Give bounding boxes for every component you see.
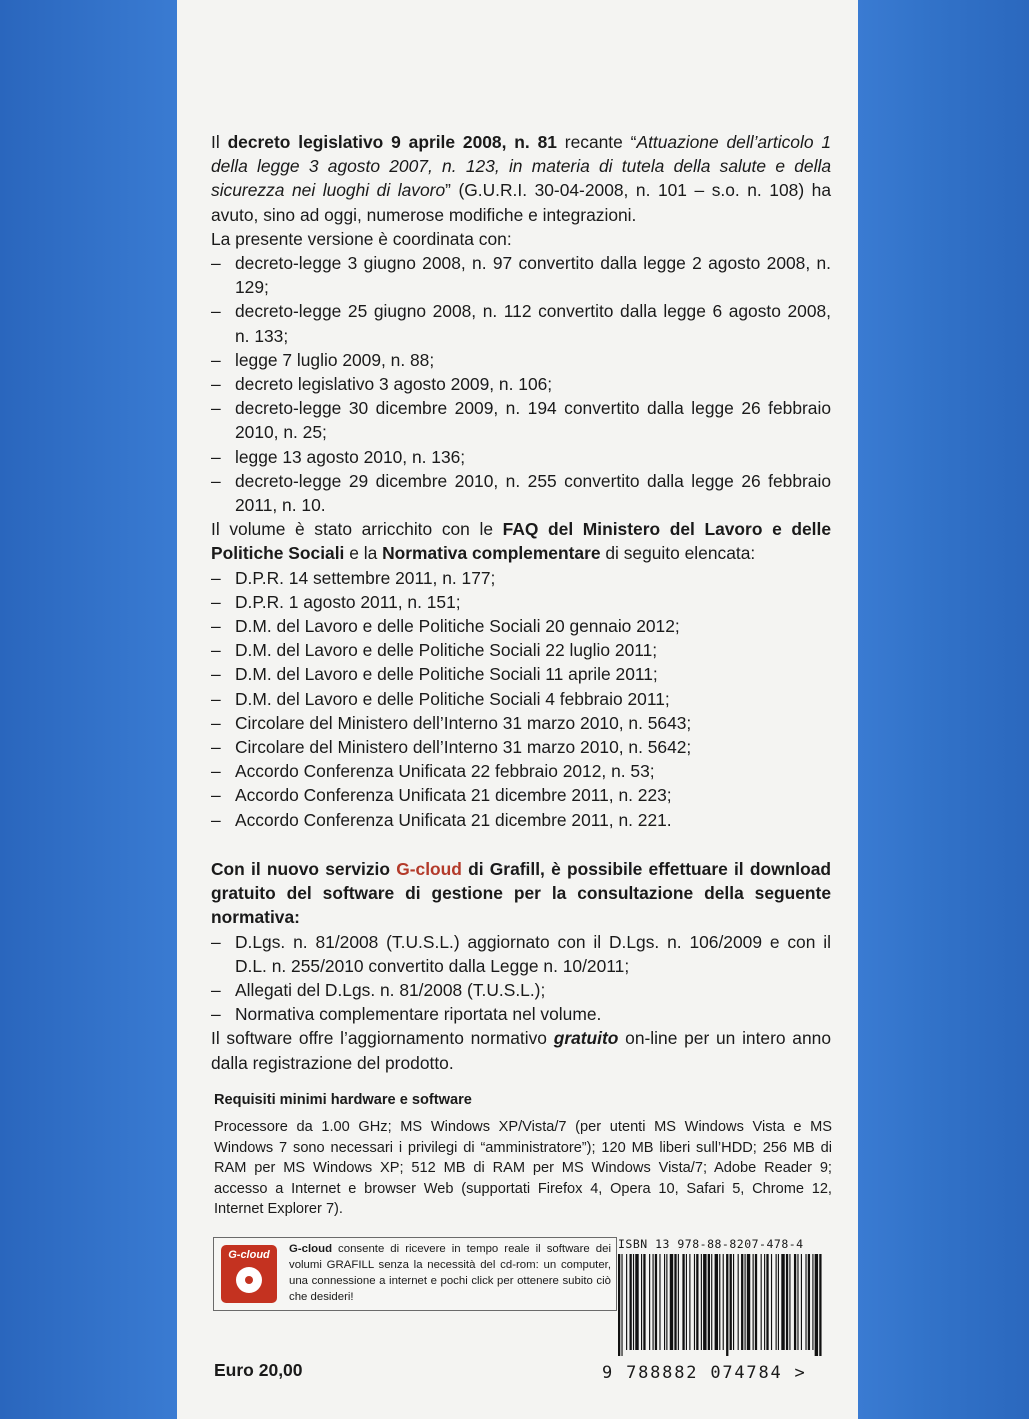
barcode-bar xyxy=(701,1254,702,1350)
gcloud-brand: G-cloud xyxy=(396,858,462,879)
barcode-bar xyxy=(664,1254,665,1350)
barcode-bar xyxy=(678,1254,679,1350)
cover-right-band xyxy=(858,0,1029,1419)
barcode-digits: 9 788882 074784 > xyxy=(602,1363,807,1383)
barcode-bar xyxy=(741,1254,743,1350)
barcode-bar xyxy=(815,1254,818,1356)
gcloud-logo-label: G-cloud xyxy=(228,1249,270,1261)
barcode-bar xyxy=(708,1254,710,1350)
barcode-bar xyxy=(655,1254,657,1350)
list-item: – decreto-legge 30 dicembre 2009, n. 194 convertito dalla legge 26 febbraio 2010, n. 25; xyxy=(211,396,831,444)
barcode xyxy=(614,1254,824,1356)
barcode-bar xyxy=(635,1254,638,1350)
list-item: – D.Lgs. n. 81/2008 (T.U.S.L.) aggiornato con il D.Lgs. n. 106/2009 e con il D.L. n. 255/2010 convertito dalla Legge n. 10/2011; xyxy=(211,930,831,978)
list-item: – Allegati del D.Lgs. n. 81/2008 (T.U.S.L.); xyxy=(211,978,831,1002)
software-list xyxy=(211,930,831,1027)
barcode-bar xyxy=(682,1254,684,1350)
list-item: – decreto legislativo 3 agosto 2009, n. 106; xyxy=(211,372,831,396)
barcode-bar xyxy=(761,1254,762,1350)
gcloud-description: G-cloud consente di ricevere in tempo reale il software dei volumi GRAFILL senza la necessità del cd-rom: un computer, una connessione a internet e pochi click per ottenere subito ciò che desideri! xyxy=(289,1243,611,1303)
barcode-bar xyxy=(633,1254,634,1350)
list-item: – Accordo Conferenza Unificata 21 dicembre 2011, n. 223; xyxy=(211,783,831,807)
barcode-bar xyxy=(797,1254,798,1350)
intro-paragraph: Il decreto legislativo 9 aprile 2008, n. 81 recante “Attuazione dell’articolo 1 della legge 3 agosto 2007, n. 123, in materia di tutela della salute e della sicurezza nei luoghi di lavoro” (G.U.R.I. 30-04-2008, n. 101 – s.o. n. 108) ha avuto, sino ad oggi, numerose modifiche e integrazioni. xyxy=(211,132,832,225)
barcode-bar xyxy=(666,1254,667,1350)
spacer xyxy=(211,832,831,857)
barcode-bar xyxy=(630,1254,632,1350)
barcode-bar xyxy=(776,1254,777,1350)
list-item: – D.M. del Lavoro e delle Politiche Sociali 20 gennaio 2012; xyxy=(211,614,831,638)
cd-disc-icon xyxy=(236,1267,262,1293)
barcode-bar xyxy=(781,1254,784,1350)
barcode-bar xyxy=(674,1254,676,1350)
barcode-bar xyxy=(689,1254,690,1350)
barcode-bar xyxy=(715,1254,718,1350)
barcode-bar xyxy=(719,1254,720,1350)
back-cover-page xyxy=(177,0,858,1419)
barcode-bar xyxy=(649,1254,650,1350)
update-paragraph: Il software offre l’aggiornamento normativo gratuito on-line per un intero anno dalla registrazione del prodotto. xyxy=(211,1028,831,1073)
list-item: – legge 7 luglio 2009, n. 88; xyxy=(211,348,831,372)
barcode-bar xyxy=(659,1254,660,1350)
list-item: – decreto-legge 29 dicembre 2010, n. 255 convertito dalla legge 26 febbraio 2011, n. 10. xyxy=(211,469,831,517)
barcode-bar xyxy=(819,1254,821,1356)
main-text xyxy=(211,130,831,1075)
barcode-bar xyxy=(621,1254,622,1356)
barcode-bar xyxy=(794,1254,796,1350)
list-item: – Accordo Conferenza Unificata 21 dicembre 2011, n. 221. xyxy=(211,808,831,832)
barcode-bar xyxy=(812,1254,813,1350)
requirements-text: Processore da 1.00 GHz; MS Windows XP/Vista/7 (per utenti MS Windows Vista e MS Windows 7 sono necessari i privilegi di “amministratore”); 120 MB liberi sull’HDD; 256 MB di RAM per MS Windows XP; 512 MB di RAM per MS Windows Vista/7; Adobe Reader 9; accesso a Internet e browser Web (supportati Firefox 4, Opera 10, Safari 5, Chrome 12, Internet Explorer 7). xyxy=(214,1119,832,1217)
barcode-bar xyxy=(641,1254,642,1350)
list-item: – decreto-legge 25 giugno 2008, n. 112 convertito dalla legge 6 agosto 2008, n. 133; xyxy=(211,299,831,347)
barcode-bar xyxy=(755,1254,757,1350)
barcode-bar xyxy=(711,1254,712,1350)
barcode-bar xyxy=(745,1254,746,1350)
list-item: – decreto-legge 3 giugno 2008, n. 97 convertito dalla legge 2 agosto 2008, n. 129; xyxy=(211,251,831,299)
barcode-bar xyxy=(696,1254,698,1350)
list-item: – Circolare del Ministero dell’Interno 31 marzo 2010, n. 5642; xyxy=(211,735,831,759)
barcode-bar xyxy=(686,1254,687,1350)
barcode-bar xyxy=(653,1254,654,1350)
gcloud-info-box xyxy=(213,1237,617,1311)
barcode-bar xyxy=(764,1254,765,1350)
barcode-bar xyxy=(703,1254,706,1350)
barcode-bar xyxy=(801,1254,802,1350)
barcode-bar xyxy=(766,1254,768,1350)
barcode-bar xyxy=(808,1254,810,1350)
list-item: – legge 13 agosto 2010, n. 136; xyxy=(211,445,831,469)
barcode-bar xyxy=(730,1254,732,1350)
barcode-bar xyxy=(723,1254,724,1350)
barcode-bar xyxy=(643,1254,645,1350)
requirements-title: Requisiti minimi hardware e software xyxy=(214,1092,472,1108)
list-item: – D.P.R. 14 settembre 2011, n. 177; xyxy=(211,566,831,590)
barcode-bar xyxy=(733,1254,734,1350)
barcode-bar xyxy=(786,1254,788,1350)
volume-paragraph: Il volume è stato arricchito con le FAQ del Ministero del Lavoro e delle Politiche Sociali e la Normativa complementare di seguito elencata: xyxy=(211,519,832,564)
barcode-bar xyxy=(618,1254,620,1356)
gcloud-logo-icon xyxy=(221,1245,277,1303)
cover-left-band xyxy=(0,0,177,1419)
isbn-label: ISBN 13 978-88-8207-478-4 xyxy=(618,1237,804,1251)
list-item: – Circolare del Ministero dell’Interno 31 marzo 2010, n. 5643; xyxy=(211,711,831,735)
list-item: – Normativa complementare riportata nel volume. xyxy=(211,1002,831,1026)
barcode-bar xyxy=(626,1254,627,1350)
complementary-list xyxy=(211,566,831,832)
list-item: – D.P.R. 1 agosto 2011, n. 151; xyxy=(211,590,831,614)
list-item: – Accordo Conferenza Unificata 22 febbraio 2012, n. 53; xyxy=(211,759,831,783)
barcode-bar xyxy=(753,1254,754,1350)
barcode-bar xyxy=(771,1254,772,1350)
list-item: – D.M. del Lavoro e delle Politiche Sociali 4 febbraio 2011; xyxy=(211,687,831,711)
barcode-bar xyxy=(694,1254,695,1350)
barcode-bar xyxy=(747,1254,750,1350)
barcode-bar xyxy=(805,1254,806,1350)
barcode-bar xyxy=(726,1254,728,1356)
gcloud-paragraph: Con il nuovo servizio G-cloud di Grafill, è possibile effettuare il download gratuito del software di gestione per la consultazione della seguente normativa: xyxy=(211,858,831,928)
coordinated-list xyxy=(211,251,831,517)
barcode-bar xyxy=(670,1254,673,1350)
coordinated-heading: La presente versione è coordinata con: xyxy=(211,228,512,249)
list-item: – D.M. del Lavoro e delle Politiche Sociali 22 luglio 2011; xyxy=(211,638,831,662)
list-item: – D.M. del Lavoro e delle Politiche Sociali 11 aprile 2011; xyxy=(211,662,831,686)
price: Euro 20,00 xyxy=(214,1360,303,1380)
barcode-bar xyxy=(789,1254,790,1350)
barcode-bar xyxy=(778,1254,779,1350)
barcode-bar xyxy=(738,1254,739,1350)
